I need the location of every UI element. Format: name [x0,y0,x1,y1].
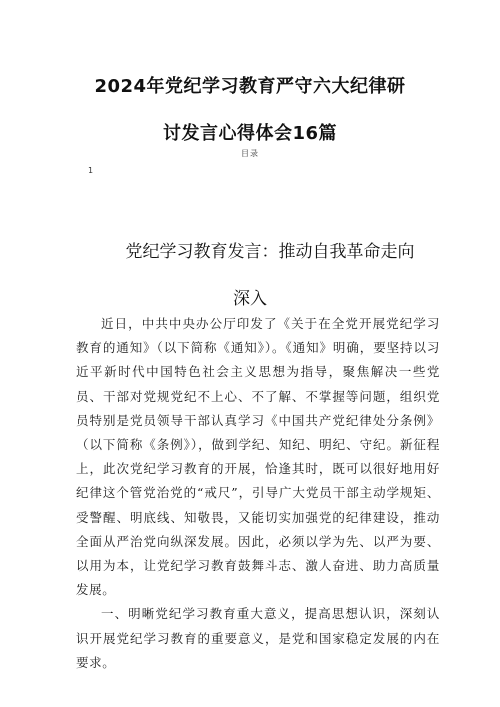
document-title-line-1: 2024年党纪学习教育严守六大纪律研 [94,76,406,97]
section-title-line-1: 党纪学习教育发言：推动自我革命走向 [125,242,415,262]
table-of-contents-label: 目录 [241,149,259,158]
paragraph: 一、明晰党纪学习教育重大意义，提高思想认识，深刻认识开展党纪学习教育的重要意义，是党和国家稳定发展的内在要求。 [76,606,440,670]
toc-entry-number: 1 [88,166,94,175]
body-text [76,312,440,675]
paragraph: 近日，中共中央办公厅印发了《关于在全党开展党纪学习教育的通知》（以下简称《通知》）。《通知》明确，要坚持以习近平新时代中国特色社会主义思想为指导，聚焦解决一些党员、干部对党规党纪不上心、不了解、不掌握等问题，组织党员特别是党员领导干部认真学习《中国共产党纪律处分条例》（以下简称《条例》），做到学纪、知纪、明纪、守纪。新征程上，此次党纪学习教育的开展，恰逢其时，既可以很好地用好纪律这个管党治党的“戒尺”，引导广大党员干部主动学规矩、受警醒、明底线、知敬畏，又能切实加强党的纪律建设，推动全面从严治党向纵深发展。因此，必须以学为先、以严为要、以用为本，让党纪学习教育鼓舞斗志、激人奋进、助力高质量发展。 [76,316,440,598]
document-title-line-2: 讨发言心得体会16篇 [162,123,338,144]
section-title-line-2: 深入 [233,289,267,309]
